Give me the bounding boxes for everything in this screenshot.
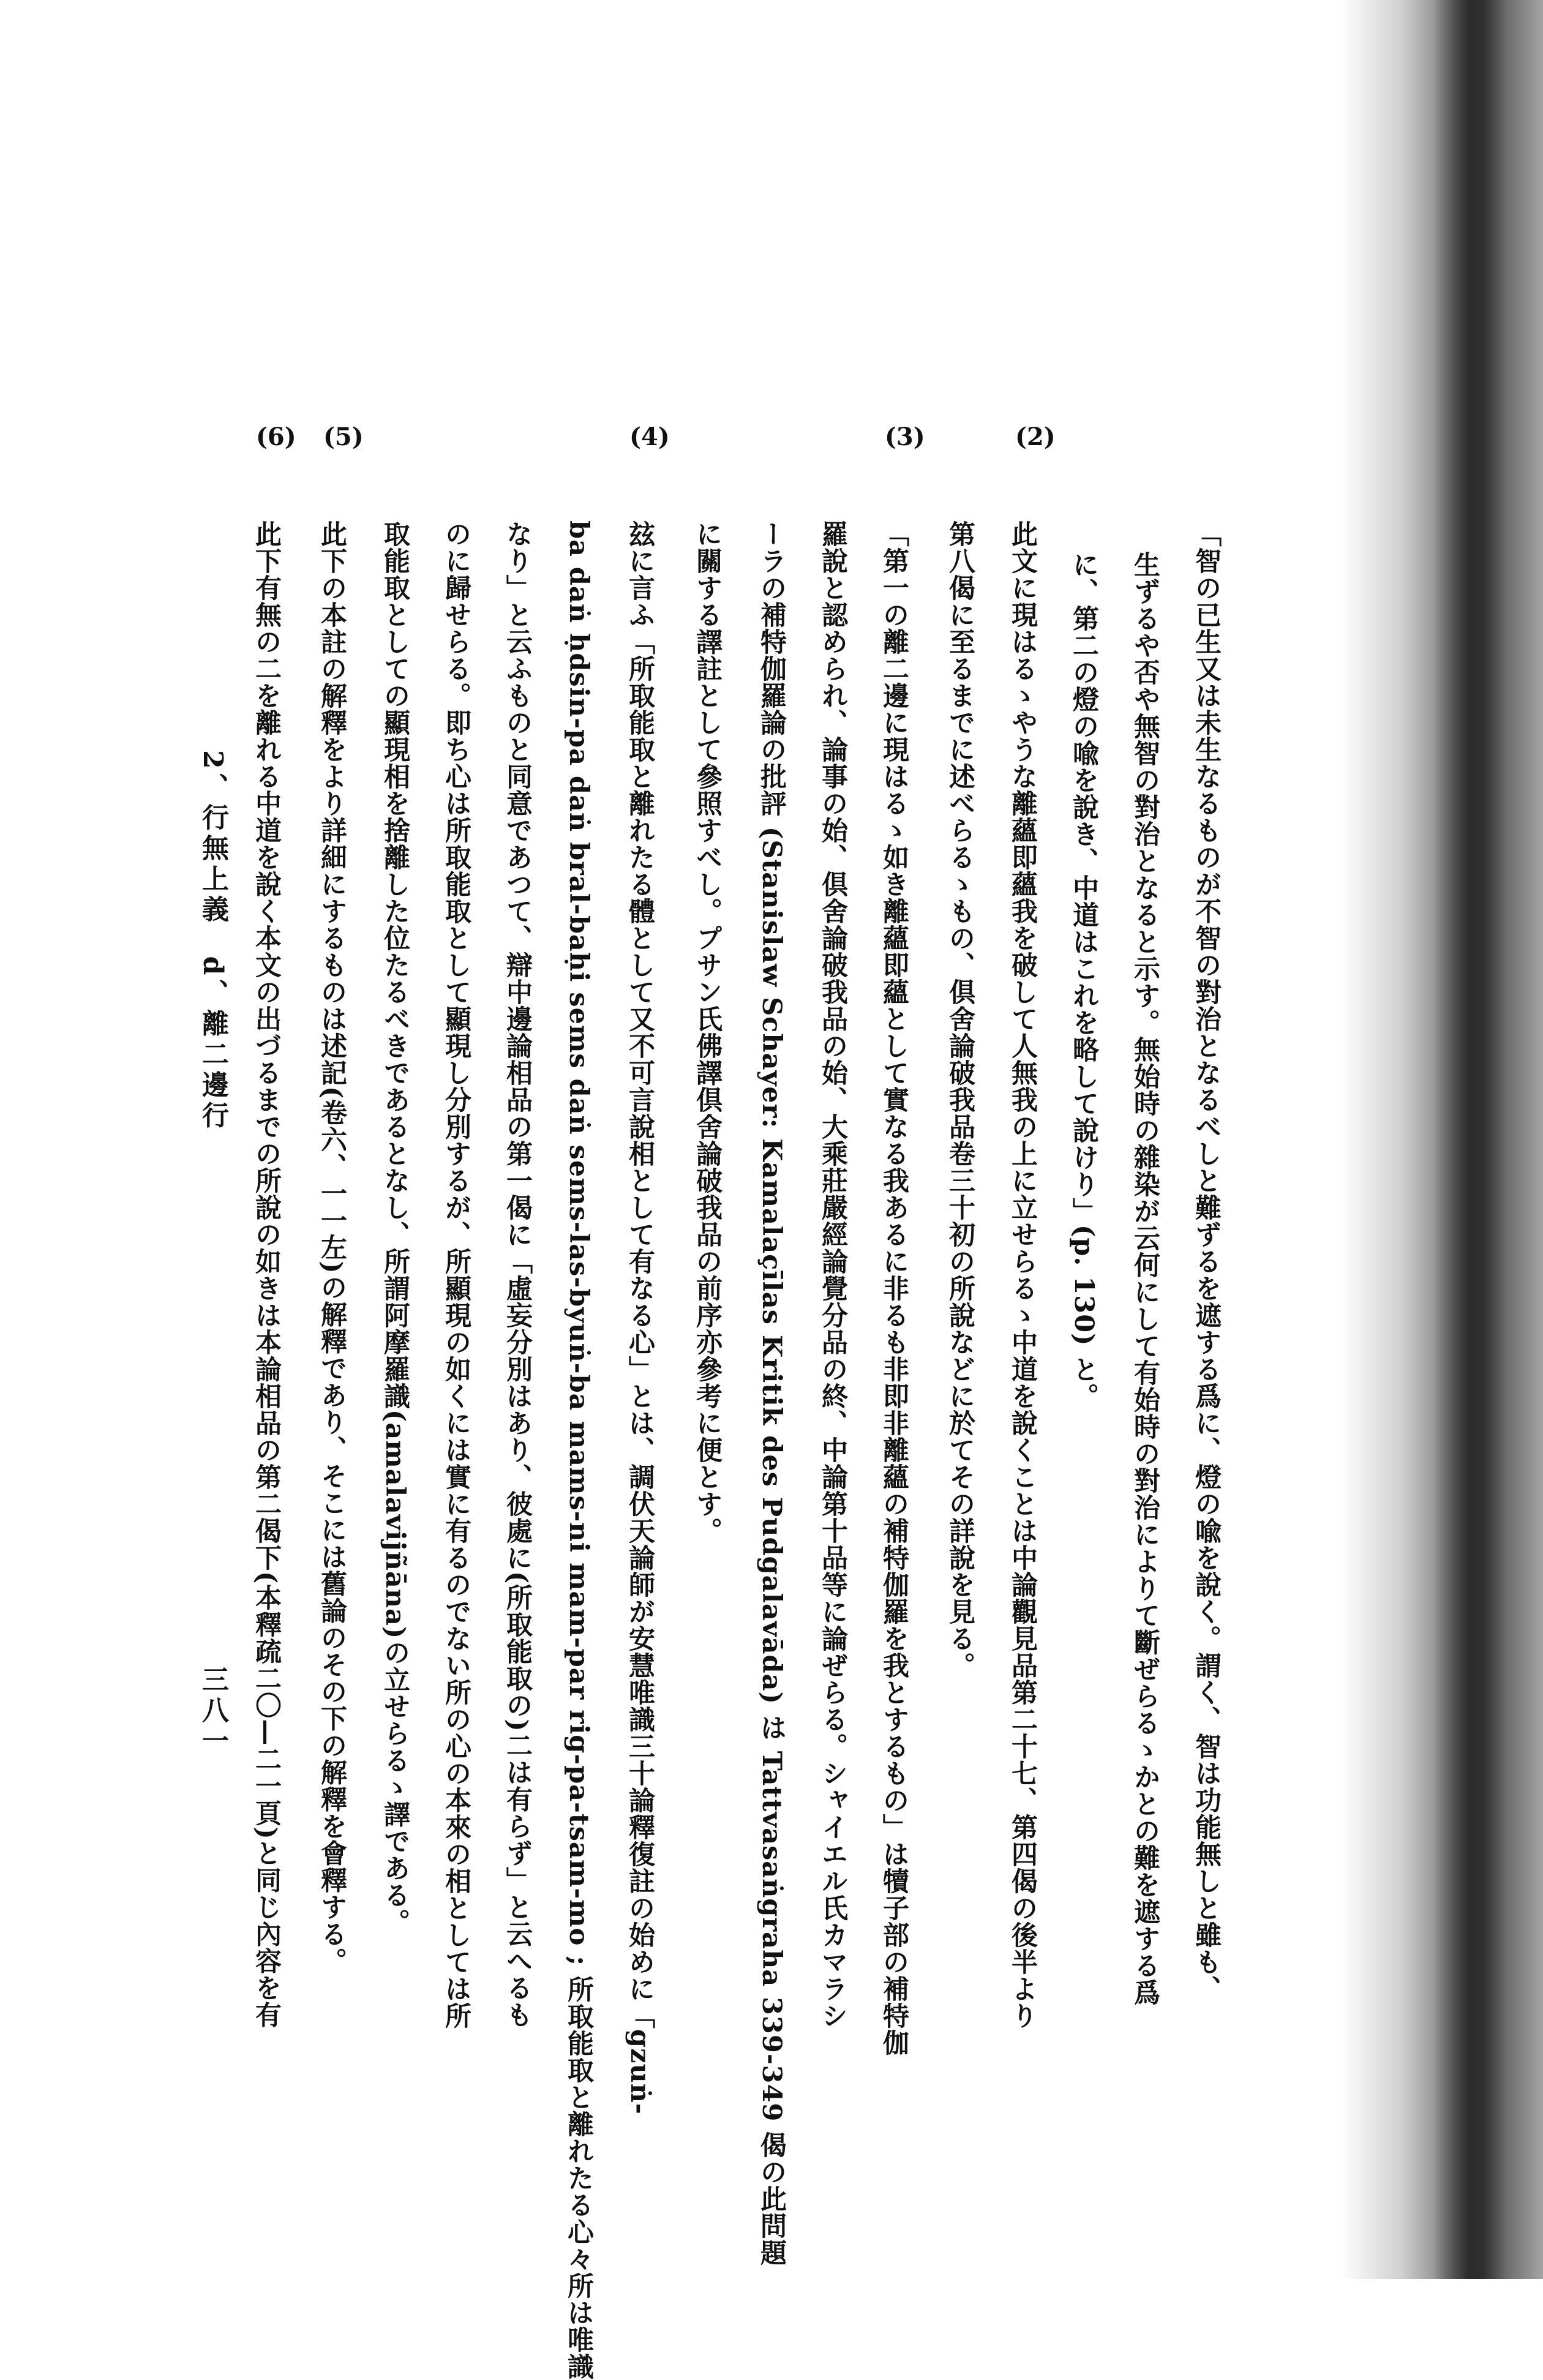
text-column-15: 此下の本註の解釋をより詳細にするものは述記(卷六、一一左)の解釋であり、そこには舊論のその下の解釋を會釋する。: [317, 520, 347, 1975]
text-column-3: に、第二の燈の喩を說き、中道はこれを略して說けり」(p. 130) と。: [1068, 551, 1099, 1410]
page-number: 三八一: [197, 1665, 228, 1757]
text-column-6: 「第一の離二邊に現はるゝ如き離蘊即蘊として實なる我あるに非るも非即非離蘊の補特伽羅を我とするもの」は犢子部の補特伽: [879, 520, 909, 2056]
text-column-12: なり」と云ふものと同意であつて、辯中邊論相品の第一偈に「虛妄分別はあり、彼處に(所取能取の)二は有らず」と云へるも: [502, 520, 533, 2029]
text-column-4: 此文に現はるゝやうな離蘊即蘊我を破して人無我の上に立せらるゝ中道を說くことは中論觀見品第二十七、第四偈の後半より: [1007, 520, 1038, 2029]
scan-shadow-core: [1433, 0, 1506, 2279]
text-column-11: ba daṅ ḥdsin-pa daṅ bral-baḥi sems daṅ sems-las-byuṅ-ba mams-ni mam-par rig-pa-tsam-mo ; 所取能取と離れたる心々所は唯識: [563, 520, 594, 2380]
text-column-13: のに歸せらる。即ち心は所取能取として顯現し分別するが、所顯現の如くには實に有るのでない所の心の本來の相としては所: [441, 520, 471, 2029]
text-column-7: 羅說と認められ、論事の始、倶舍論破我品の始、大乘莊嚴經論覺分品の終、中論第十品等に論ぜらる。シャイエル氏カマラシ: [817, 520, 848, 2029]
text-column-16: 此下有無の二を離れる中道を說く本文の出づるまでの所說の如きは本論相品の第二偈下(本釋疏二〇—二一頁)と同じ內容を有: [251, 520, 282, 2029]
text-column-14: 取能取としての顯現相を捨離した位たるべきであるとなし、所謂阿摩羅識(amalavijñāna)の立せらるゝ譯である。: [380, 520, 410, 1936]
text-column-2: 生ずるや否や無智の對治となると示す。無始時の雜染が云何にして有始時の對治によりて斷ぜらるゝかとの難を遮する爲: [1130, 551, 1160, 2006]
running-head: 2、行無上義 d、離二邊行: [197, 750, 228, 1132]
note-number-6: (6): [256, 422, 296, 451]
text-column-9: に關する譯註として參照すべし。プサン氏佛譯倶舍論破我品の前序亦參考に便とす。: [692, 520, 723, 1544]
text-column-5: 第八偈に至るまでに述べらるゝもの、倶舍論破我品卷三十初の所說などに於てその詳說を見る。: [945, 520, 975, 1679]
note-number-4: (4): [629, 422, 670, 451]
text-column-10: 玆に言ふ「所取能取と離れたる體として又不可言說相として有なる心」とは、調伏天論師が安慧唯識三十論釋復註の始めに「gzuṅ-: [625, 520, 655, 2115]
text-column-1: 「智の已生又は未生なるものが不智の對治となるべしと難ずるを遮する爲に、燈の喩を說く。謂く、智は功能無しと雖も、: [1191, 520, 1222, 2002]
note-number-5: (5): [323, 422, 364, 451]
note-number-2: (2): [1015, 422, 1056, 451]
note-number-3: (3): [885, 422, 925, 451]
text-column-8: ーラの補特伽羅論の批評 (Stanislaw Schayer: Kamalaçīlas Kritik des Pudgalavāda) は Tattvasaṅgraha 339-349 偈の此問題: [756, 520, 787, 2267]
